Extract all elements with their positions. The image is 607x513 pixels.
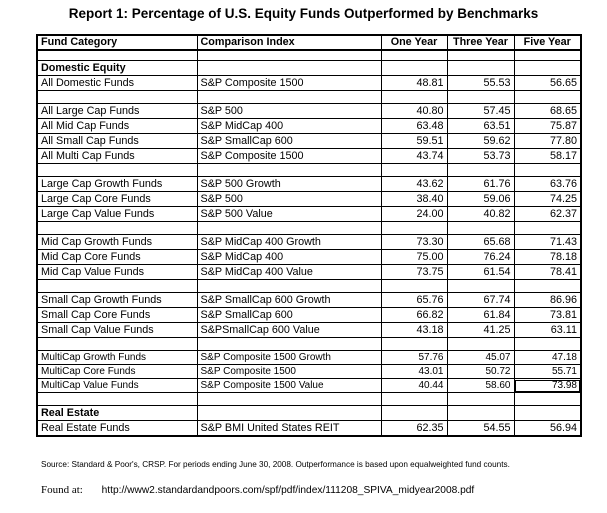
- three-year-cell: 63.51: [447, 119, 514, 134]
- table-row: [37, 323, 581, 338]
- one-year-cell: 40.80: [381, 104, 447, 119]
- index-cell: S&P MidCap 400 Value: [197, 265, 381, 280]
- index-cell: S&P MidCap 400: [197, 119, 381, 134]
- one-year-cell: 57.76: [381, 351, 447, 365]
- fund-category-cell: Small Cap Growth Funds: [37, 293, 197, 308]
- three-year-cell: 59.62: [447, 134, 514, 149]
- one-year-cell: 59.51: [381, 134, 447, 149]
- index-cell: S&P Composite 1500: [197, 76, 381, 91]
- fund-category-cell: MultiCap Core Funds: [37, 365, 197, 379]
- index-cell: S&P 500: [197, 192, 381, 207]
- header-five-year: Five Year: [514, 35, 581, 50]
- five-year-cell: 86.96: [514, 293, 581, 308]
- five-year-cell: 73.81: [514, 308, 581, 323]
- one-year-cell: 43.18: [381, 323, 447, 338]
- one-year-cell: 62.35: [381, 421, 447, 437]
- table-row: [37, 250, 581, 265]
- header-three-year: Three Year: [447, 35, 514, 50]
- one-year-cell: 43.74: [381, 149, 447, 164]
- benchmark-table: [36, 34, 582, 437]
- one-year-cell: 40.44: [381, 379, 447, 393]
- table-row: [37, 119, 581, 134]
- index-cell: S&PSmallCap 600 Value: [197, 323, 381, 338]
- report-title: Report 1: Percentage of U.S. Equity Funds Outperformed by Benchmarks: [68, 6, 539, 21]
- three-year-cell: 59.06: [447, 192, 514, 207]
- fund-category-cell: Small Cap Core Funds: [37, 308, 197, 323]
- fund-category-cell: Large Cap Core Funds: [37, 192, 197, 207]
- index-cell: S&P 500: [197, 104, 381, 119]
- three-year-cell: 61.76: [447, 177, 514, 192]
- table-row: [37, 379, 581, 393]
- three-year-cell: 45.07: [447, 351, 514, 365]
- three-year-cell: 61.54: [447, 265, 514, 280]
- found-at-line: [41, 484, 474, 496]
- five-year-cell: 63.76: [514, 177, 581, 192]
- five-year-cell: 62.37: [514, 207, 581, 222]
- index-cell: S&P SmallCap 600: [197, 308, 381, 323]
- one-year-cell: 48.81: [381, 76, 447, 91]
- table-row: [37, 149, 581, 164]
- index-cell: S&P Composite 1500: [197, 365, 381, 379]
- section-row: [37, 61, 581, 76]
- five-year-cell: 74.25: [514, 192, 581, 207]
- five-year-cell: 56.94: [514, 421, 581, 437]
- five-year-cell: 75.87: [514, 119, 581, 134]
- five-year-cell: 77.80: [514, 134, 581, 149]
- table-row: [37, 134, 581, 149]
- one-year-cell: 43.01: [381, 365, 447, 379]
- three-year-cell: 50.72: [447, 365, 514, 379]
- table-row: [37, 76, 581, 91]
- five-year-cell: 47.18: [514, 351, 581, 365]
- index-cell: S&P SmallCap 600: [197, 134, 381, 149]
- one-year-cell: 63.48: [381, 119, 447, 134]
- five-year-cell: 63.11: [514, 323, 581, 338]
- three-year-cell: 53.73: [447, 149, 514, 164]
- index-cell: S&P BMI United States REIT: [197, 421, 381, 437]
- three-year-cell: 40.82: [447, 207, 514, 222]
- one-year-cell: 73.30: [381, 235, 447, 250]
- fund-category-cell: MultiCap Growth Funds: [37, 351, 197, 365]
- header-comparison-index: Comparison Index: [197, 35, 381, 50]
- one-year-cell: 73.75: [381, 265, 447, 280]
- table-row: [37, 192, 581, 207]
- table-row: [37, 421, 581, 437]
- found-at-label: Found at:: [41, 484, 83, 496]
- section-row: [37, 406, 581, 421]
- table-row: [37, 293, 581, 308]
- three-year-cell: 58.60: [447, 379, 514, 393]
- five-year-cell: 68.65: [514, 104, 581, 119]
- fund-category-cell: Mid Cap Core Funds: [37, 250, 197, 265]
- header-row: [37, 35, 581, 50]
- three-year-cell: 65.68: [447, 235, 514, 250]
- table-row: [37, 104, 581, 119]
- index-cell: S&P MidCap 400: [197, 250, 381, 265]
- index-cell: S&P 500 Value: [197, 207, 381, 222]
- fund-category-cell: Mid Cap Growth Funds: [37, 235, 197, 250]
- one-year-cell: 66.82: [381, 308, 447, 323]
- section-label: Real Estate: [37, 406, 197, 421]
- selected-five-year-cell[interactable]: 73.98: [514, 379, 581, 393]
- fund-category-cell: All Small Cap Funds: [37, 134, 197, 149]
- one-year-cell: 38.40: [381, 192, 447, 207]
- fund-category-cell: Mid Cap Value Funds: [37, 265, 197, 280]
- five-year-cell: 71.43: [514, 235, 581, 250]
- index-cell: S&P MidCap 400 Growth: [197, 235, 381, 250]
- three-year-cell: 41.25: [447, 323, 514, 338]
- three-year-cell: 67.74: [447, 293, 514, 308]
- three-year-cell: 61.84: [447, 308, 514, 323]
- three-year-cell: 57.45: [447, 104, 514, 119]
- fund-category-cell: Large Cap Growth Funds: [37, 177, 197, 192]
- one-year-cell: 24.00: [381, 207, 447, 222]
- table-row: [37, 235, 581, 250]
- three-year-cell: 55.53: [447, 76, 514, 91]
- index-cell: S&P SmallCap 600 Growth: [197, 293, 381, 308]
- index-cell: S&P Composite 1500 Value: [197, 379, 381, 393]
- source-note: Source: Standard & Poor's, CRSP. For periods ending June 30, 2008. Outperformance is based upon equalweighted fund counts.: [41, 460, 510, 469]
- table-row: [37, 351, 581, 365]
- source-url-link[interactable]: http://www2.standardandpoors.com/spf/pdf/index/111208_SPIVA_midyear2008.pdf: [101, 485, 475, 496]
- table-row: [37, 365, 581, 379]
- fund-category-cell: All Multi Cap Funds: [37, 149, 197, 164]
- one-year-cell: 75.00: [381, 250, 447, 265]
- section-label: Domestic Equity: [37, 61, 197, 76]
- table-row: [37, 308, 581, 323]
- fund-category-cell: All Large Cap Funds: [37, 104, 197, 119]
- table-row: [37, 265, 581, 280]
- five-year-cell: 55.71: [514, 365, 581, 379]
- five-year-cell: 78.41: [514, 265, 581, 280]
- table-row: [37, 177, 581, 192]
- three-year-cell: 54.55: [447, 421, 514, 437]
- five-year-cell: 56.65: [514, 76, 581, 91]
- fund-category-cell: All Mid Cap Funds: [37, 119, 197, 134]
- index-cell: S&P Composite 1500: [197, 149, 381, 164]
- five-year-cell: 78.18: [514, 250, 581, 265]
- five-year-cell: 58.17: [514, 149, 581, 164]
- header-fund-category: Fund Category: [37, 35, 197, 50]
- index-cell: S&P 500 Growth: [197, 177, 381, 192]
- fund-category-cell: Large Cap Value Funds: [37, 207, 197, 222]
- fund-category-cell: All Domestic Funds: [37, 76, 197, 91]
- index-cell: S&P Composite 1500 Growth: [197, 351, 381, 365]
- one-year-cell: 43.62: [381, 177, 447, 192]
- table-row: [37, 207, 581, 222]
- header-one-year: One Year: [381, 35, 447, 50]
- fund-category-cell: MultiCap Value Funds: [37, 379, 197, 393]
- one-year-cell: 65.76: [381, 293, 447, 308]
- fund-category-cell: Real Estate Funds: [37, 421, 197, 437]
- three-year-cell: 76.24: [447, 250, 514, 265]
- fund-category-cell: Small Cap Value Funds: [37, 323, 197, 338]
